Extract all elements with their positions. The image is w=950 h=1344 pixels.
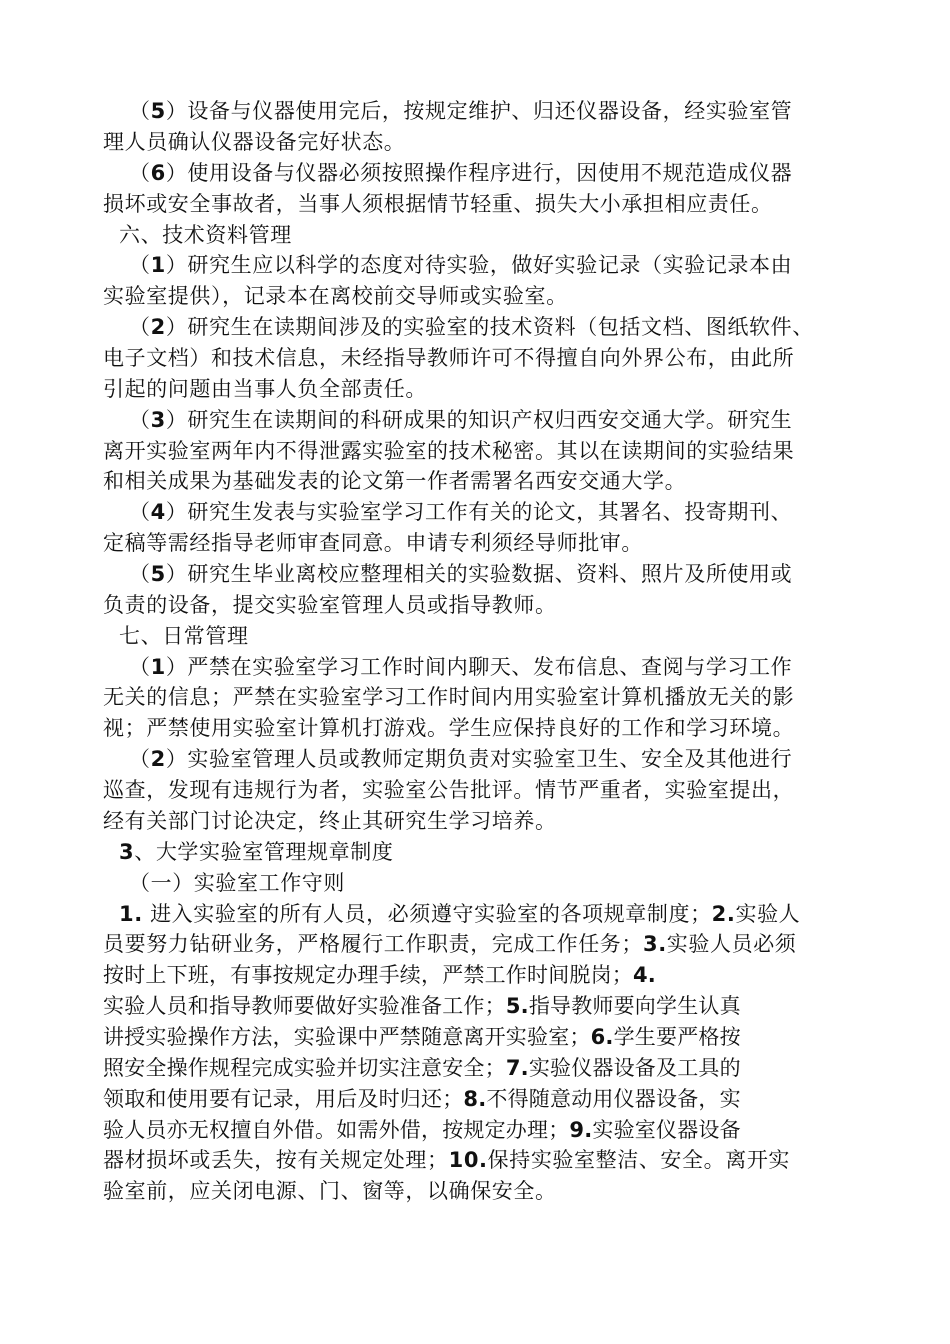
text-segment: （ — [129, 500, 151, 524]
item-number: 5 — [150, 99, 166, 123]
text-segment: 领取和使用要有记录，用后及时归还； — [103, 1087, 464, 1111]
text-line — [129, 405, 792, 435]
text-segment: 不得随意动用仪器设备，实 — [486, 1087, 741, 1111]
text-segment: 、大学实验室管理规章制度 — [134, 840, 394, 864]
text-segment: 理人员确认仪器设备完好状态。 — [103, 130, 406, 154]
text-segment: ）使用设备与仪器必须按照操作程序进行，因使用不规范造成仪器 — [165, 161, 793, 185]
text-line — [129, 652, 792, 682]
text-line — [103, 929, 796, 959]
text-segment: ）研究生毕业离校应整理相关的实验数据、资料、照片及所使用或 — [165, 562, 793, 586]
text-line — [103, 466, 686, 496]
item-number: 9. — [569, 1118, 593, 1142]
text-segment: 七、日常管理 — [119, 624, 249, 648]
item-number: 2 — [150, 315, 166, 339]
text-segment: 员要努力钻研业务，严格履行工作职责，完成工作任务； — [103, 932, 643, 956]
text-line — [103, 713, 794, 743]
item-number: 3 — [119, 840, 135, 864]
text-line — [103, 806, 557, 836]
text-line — [103, 127, 405, 157]
text-segment: ）研究生应以科学的态度对待实验，做好实验记录（实验记录本由 — [165, 253, 793, 277]
text-line — [119, 220, 292, 250]
text-line — [103, 590, 557, 620]
text-line — [103, 189, 773, 219]
text-line — [103, 374, 427, 404]
text-segment: 按时上下班，有事按规定办理手续，严禁工作时间脱岗； — [103, 963, 633, 987]
text-segment: 实验室提供），记录本在离校前交导师或实验室。 — [103, 284, 568, 308]
text-segment: ）研究生发表与实验室学习工作有关的论文，其署名、投寄期刊、 — [165, 500, 793, 524]
text-segment: ）设备与仪器使用完后，按规定维护、归还仪器设备，经实验室管 — [165, 99, 793, 123]
text-segment: 实验人员必须 — [666, 932, 797, 956]
text-line — [129, 250, 792, 280]
text-segment: （ — [129, 315, 151, 339]
item-number: 3 — [150, 408, 166, 432]
text-segment: （一）实验室工作守则 — [129, 871, 345, 895]
text-segment: 和相关成果为基础发表的论文第一作者需署名西安交通大学。 — [103, 469, 687, 493]
text-segment: 验室前，应关闭电源、门、窗等，以确保安全。 — [103, 1179, 557, 1203]
text-segment: （ — [129, 655, 151, 679]
text-segment: 实验人 — [735, 902, 801, 926]
item-number: 2. — [711, 902, 736, 926]
text-line — [129, 96, 792, 126]
text-segment: （ — [129, 408, 151, 432]
text-line — [129, 497, 792, 527]
text-line — [103, 960, 656, 990]
text-line — [103, 1176, 557, 1206]
item-number: 10. — [448, 1148, 488, 1172]
text-segment: 六、技术资料管理 — [119, 223, 292, 247]
text-line — [119, 621, 249, 651]
text-segment: 离开实验室两年内不得泄露实验室的技术秘密。其以在读期间的实验结果 — [103, 439, 795, 463]
item-number: 8. — [463, 1087, 487, 1111]
text-segment: （ — [129, 253, 151, 277]
item-number: 7. — [505, 1056, 529, 1080]
text-segment: 经有关部门讨论决定，终止其研究生学习培养。 — [103, 809, 557, 833]
text-line — [129, 312, 814, 342]
text-segment: 保持实验室整洁、安全。离开实 — [487, 1148, 791, 1172]
text-line — [103, 1145, 790, 1175]
text-segment: 无关的信息；严禁在实验室学习工作时间内用实验室计算机播放无关的影 — [103, 685, 795, 709]
item-number: 1 — [150, 655, 166, 679]
text-line — [103, 1022, 741, 1052]
text-line — [103, 775, 794, 805]
item-number: 4. — [633, 963, 656, 987]
item-number: 3. — [643, 932, 667, 956]
text-line — [119, 899, 800, 929]
text-line — [103, 343, 794, 373]
text-line — [103, 1053, 741, 1083]
text-segment: ）实验室管理人员或教师定期负责对实验室卫生、安全及其他进行 — [165, 747, 793, 771]
text-segment: （ — [129, 562, 151, 586]
item-number: 2 — [150, 747, 166, 771]
text-segment: 负责的设备，提交实验室管理人员或指导教师。 — [103, 593, 557, 617]
text-line — [103, 991, 741, 1021]
item-number: 6. — [590, 1025, 614, 1049]
text-segment: （ — [129, 99, 151, 123]
text-segment: 损坏或安全事故者，当事人须根据情节轻重、损失大小承担相应责任。 — [103, 192, 773, 216]
text-line — [103, 682, 794, 712]
text-segment: 定稿等需经指导老师审查同意。申请专利须经导师批审。 — [103, 531, 643, 555]
text-line — [129, 158, 792, 188]
text-segment: 巡查，发现有违规行为者，实验室公告批评。情节严重者，实验室提出， — [103, 778, 795, 802]
text-segment: ）研究生在读期间的科研成果的知识产权归西安交通大学。研究生 — [165, 408, 793, 432]
text-segment: （ — [129, 747, 151, 771]
item-number: 5 — [150, 562, 166, 586]
text-segment: ）严禁在实验室学习工作时间内聊天、发布信息、查阅与学习工作 — [165, 655, 793, 679]
item-number: 4 — [150, 500, 166, 524]
text-segment: 电子文档）和技术信息，未经指导教师许可不得擅自向外界公布，由此所 — [103, 346, 795, 370]
text-line — [103, 1115, 741, 1145]
text-line — [103, 281, 568, 311]
text-segment: 器材损坏或丢失，按有关规定处理； — [103, 1148, 449, 1172]
text-segment: 验人员亦无权擅自外借。如需外借，按规定办理； — [103, 1118, 570, 1142]
text-segment: 实验仪器设备及工具的 — [528, 1056, 741, 1080]
text-segment: 实验人员和指导教师要做好实验准备工作； — [103, 994, 506, 1018]
item-number: 5. — [505, 994, 529, 1018]
text-segment: 实验室仪器设备 — [592, 1118, 741, 1142]
item-number: 6 — [150, 161, 166, 185]
text-segment: 学生要严格按 — [613, 1025, 741, 1049]
text-segment: 视；严禁使用实验室计算机打游戏。学生应保持良好的工作和学习环境。 — [103, 716, 795, 740]
text-line — [119, 837, 393, 867]
text-line — [129, 559, 792, 589]
text-segment: 讲授实验操作方法，实验课中严禁随意离开实验室； — [103, 1025, 591, 1049]
text-segment: 引起的问题由当事人负全部责任。 — [103, 377, 427, 401]
text-segment: 照安全操作规程完成实验并切实注意安全； — [103, 1056, 506, 1080]
text-line — [129, 868, 345, 898]
text-line — [103, 436, 794, 466]
text-line — [129, 744, 792, 774]
text-segment: 进入实验室的所有人员，必须遵守实验室的各项规章制度； — [142, 902, 712, 926]
item-number: 1. — [119, 902, 143, 926]
text-segment: ）研究生在读期间涉及的实验室的技术资料（包括文档、图纸软件、 — [165, 315, 814, 339]
text-line — [103, 528, 643, 558]
text-segment: 指导教师要向学生认真 — [528, 994, 741, 1018]
item-number: 1 — [150, 253, 166, 277]
text-segment: （ — [129, 161, 151, 185]
text-line — [103, 1084, 741, 1114]
